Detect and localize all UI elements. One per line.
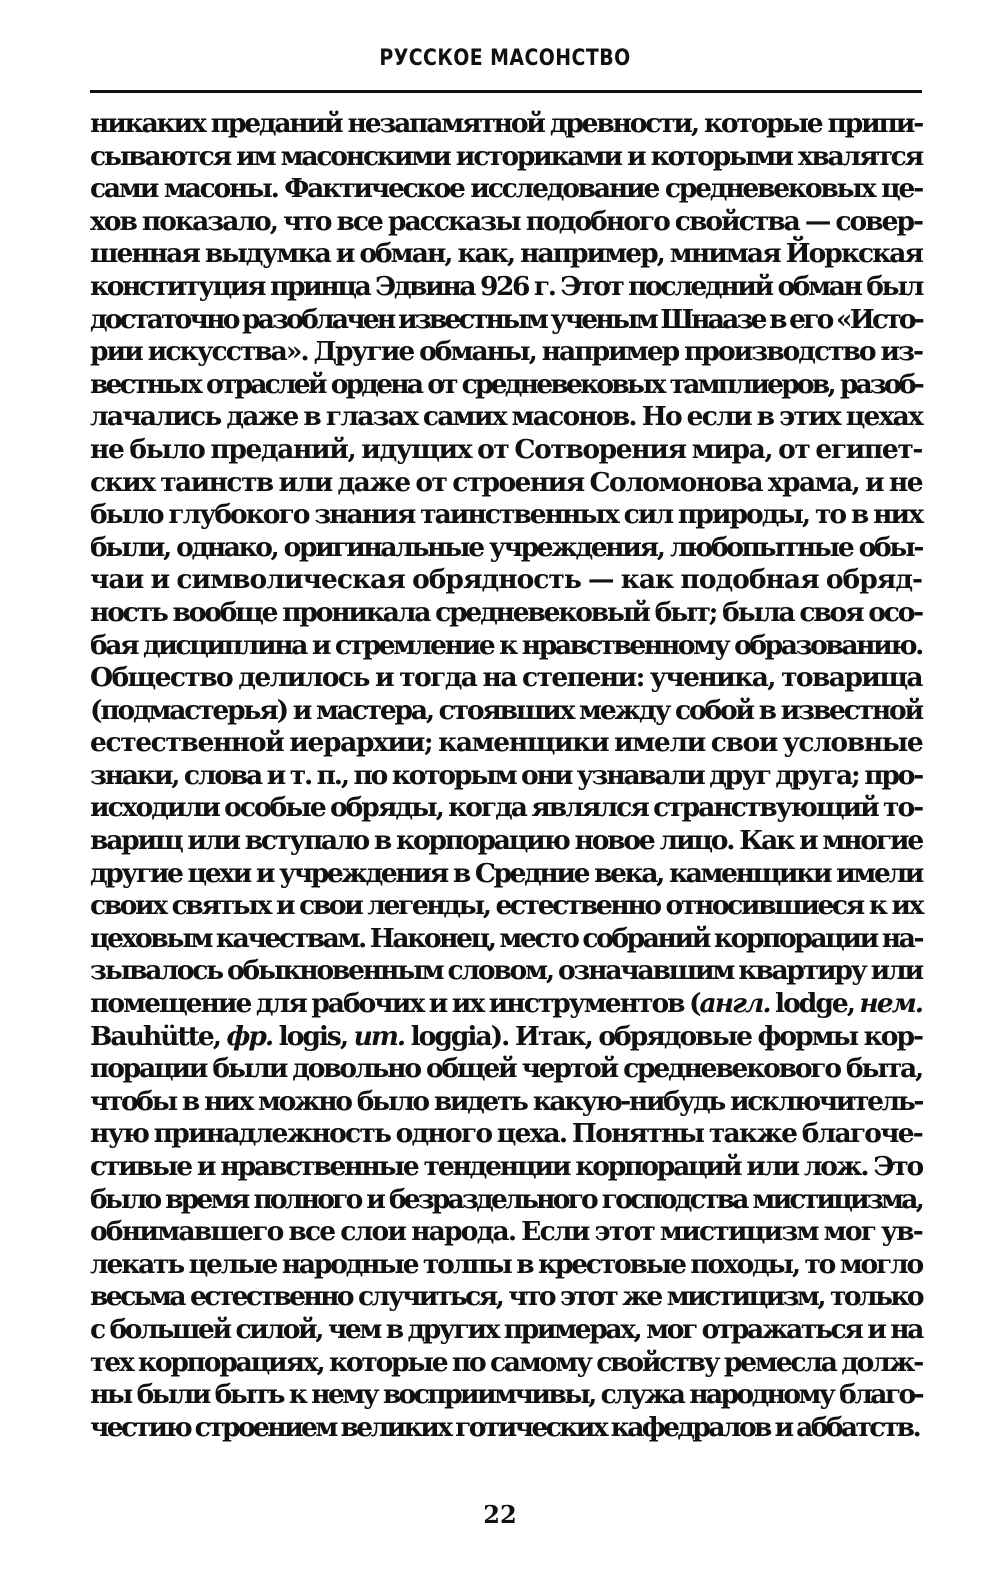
italic-abbreviation: фр. — [226, 1020, 273, 1052]
text-line: стивые и нравственные тенденции корпораций или лож. Это — [90, 1151, 922, 1182]
text-segment: помещение для рабочих и их инструментов ( — [90, 988, 700, 1020]
text-line: другие цехи и учреждения в Средние века, каменщики имели — [90, 857, 922, 889]
text-line: никаких преданий незапамятной древности, которые припи- — [90, 108, 922, 139]
text-line: (подмастерья) и мастера, стоявших между собой в известной — [90, 694, 922, 726]
italic-abbreviation: англ. — [699, 988, 770, 1020]
text-line: конституция принца Эдвина 926 г. Этот последний обман был — [90, 270, 922, 302]
text-line: ную принадлежность одного цеха. Понятны также благоче- — [90, 1118, 922, 1150]
text-line: ность вообще проникала средневековый быт; была своя осо- — [90, 596, 922, 628]
text-line: шенная выдумка и обман, как, например, мнимая Йоркская — [90, 238, 922, 270]
text-line: своих святых и свои легенды, естественно относившиеся к их — [90, 890, 922, 922]
text-line: с большей силой, чем в других примерах, мог отражаться и на — [90, 1313, 922, 1345]
text-line — [90, 988, 922, 1021]
text-line: знаки, слова и т. п., по которым они узнавали друг друга; про- — [90, 759, 922, 791]
text-line: чтобы в них можно было видеть какую-нибудь исключитель- — [90, 1085, 922, 1117]
text-line: порации были довольно общей чертой средневекового быта, — [90, 1053, 922, 1085]
text-line: честию строением великих готических кафедралов и аббатств. — [90, 1411, 920, 1443]
text-line: были, однако, оригинальные учреждения, любопытные обы- — [90, 531, 922, 563]
text-line: Общество делилось и тогда на степени: ученика, товарища — [90, 662, 922, 694]
text-segment: logis, — [272, 1020, 354, 1052]
text-line: было время полного и безраздельного господства мистицизма, — [90, 1183, 922, 1215]
text-line: цеховым качествам. Наконец, место собраний корпорации на- — [90, 922, 923, 954]
body-text — [90, 108, 922, 1444]
text-line: хов показало, что все рассказы подобного свойства — совер- — [90, 205, 922, 237]
text-segment: lodge, — [769, 988, 860, 1020]
text-line: зывалось обыкновенным словом, означавшим квартиру или — [90, 955, 922, 987]
text-line: достаточно разоблачен известным ученым Шнаазе в его «Исто- — [90, 303, 922, 335]
text-line: сываются им масонскими историками и которыми хвалятся — [90, 140, 922, 172]
text-line: ны были быть к нему восприимчивы, служа народному благо- — [90, 1379, 922, 1411]
text-line: естественной иерархии; каменщики имели свои условные — [90, 727, 923, 759]
italic-abbreviation: нем. — [859, 988, 923, 1020]
text-line: было глубокого знания таинственных сил природы, то в них — [90, 499, 922, 531]
page-number: 22 — [483, 1500, 517, 1529]
text-line: рии искусства». Другие обманы, например производство из- — [90, 336, 922, 368]
text-line: исходили особые обряды, когда являлся странствующий то- — [90, 792, 923, 824]
text-line: вестных отраслей ордена от средневековых тамплиеров, разоб- — [90, 368, 922, 400]
text-line: варищ или вступало в корпорацию новое лицо. Как и многие — [90, 825, 922, 857]
text-line — [90, 1021, 922, 1054]
text-line: весьма естественно случиться, что этот же мистицизм, только — [90, 1281, 922, 1313]
text-line: бая дисциплина и стремление к нравственному образованию. — [90, 629, 922, 661]
header-rule — [90, 90, 922, 93]
text-line: не было преданий, идущих от Сотворения мира, от египет- — [90, 433, 922, 465]
text-line: сами масоны. Фактическое исследование средневековых це- — [90, 173, 922, 205]
text-line: чаи и символическая обрядность — как подобная обряд- — [90, 564, 922, 596]
text-line: тех корпорациях, которые по самому свойству ремесла долж- — [90, 1346, 922, 1378]
text-line: лачались даже в глазах самих масонов. Но если в этих цехах — [90, 401, 922, 433]
text-line: обнимавшего все слои народа. Если этот мистицизм мог ув- — [90, 1216, 922, 1248]
text-line: ских таинств или даже от строения Соломонова храма, и не — [90, 466, 922, 498]
text-segment: Bauhütte, — [90, 1020, 227, 1052]
text-line: лекать целые народные толпы в крестовые походы, то могло — [90, 1248, 922, 1280]
italic-abbreviation: ит. — [353, 1020, 405, 1052]
text-segment: loggia). Итак, обрядовые формы кор- — [404, 1020, 923, 1052]
running-head: РУССКОЕ МАСОНСТВО — [379, 46, 631, 71]
